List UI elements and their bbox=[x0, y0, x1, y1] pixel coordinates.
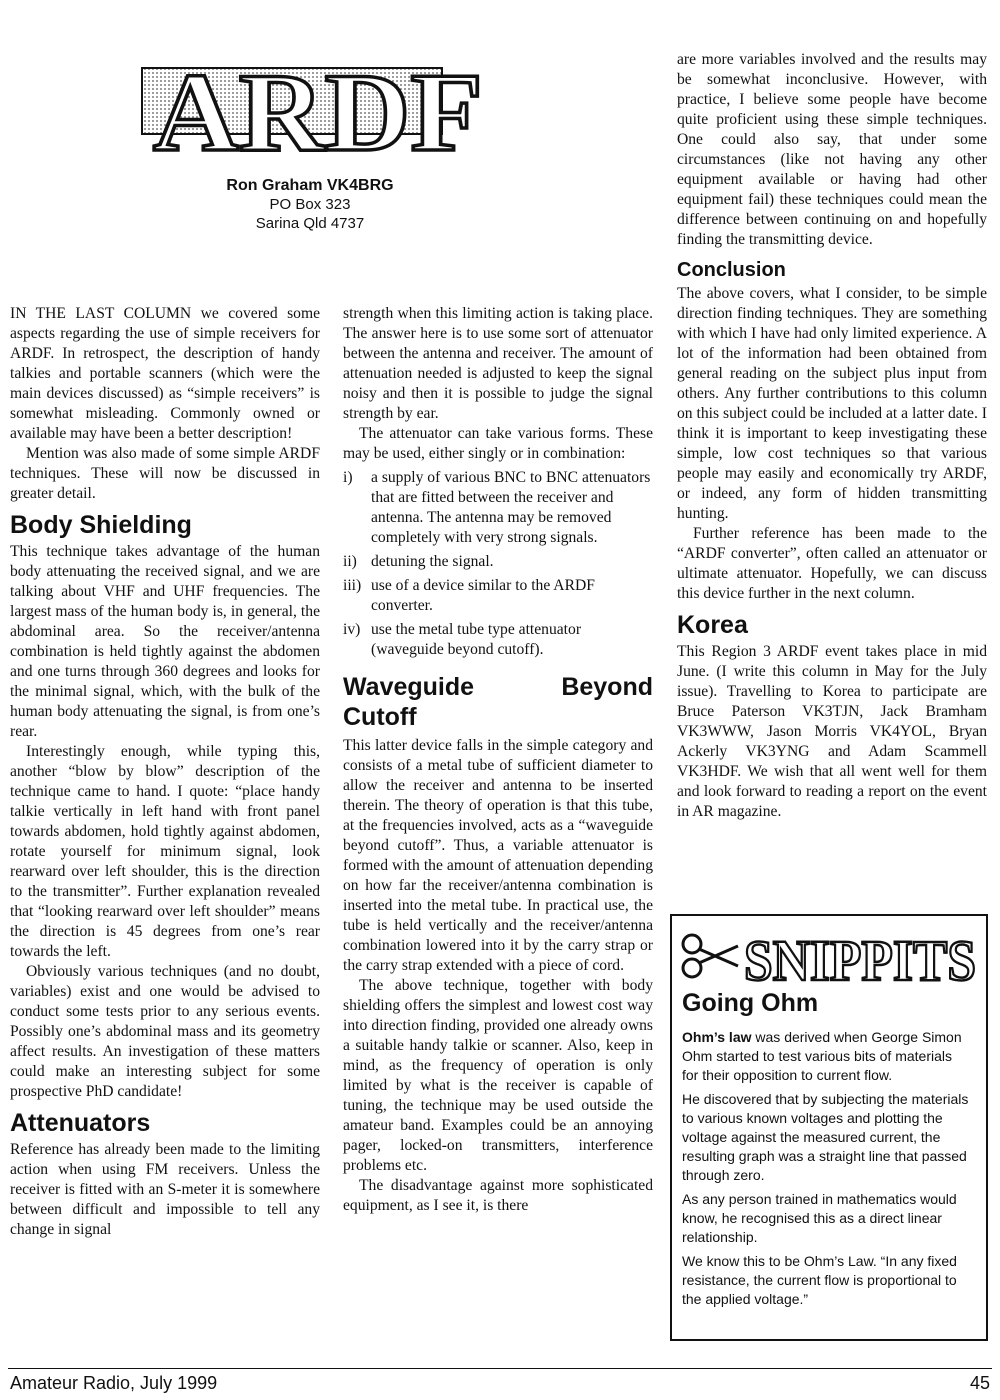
list-number: iv) bbox=[343, 621, 361, 638]
footer-rule bbox=[8, 1368, 992, 1369]
article-column-1 bbox=[10, 304, 320, 1240]
article-column-2 bbox=[343, 304, 653, 1216]
paragraph: The above covers, what I consider, to be simple direction finding techniques. They are something with which I have had only limited experience. A lot of the information had been obtained from general reading on the subject plus input from others. Any further contributions to this column on this subject could be included at a latter date. I think it is important to keep investigating these simple, low cost techniques so that various people may easily and economically try ARDF, or indeed, any form of hidden transmitting hunting. bbox=[677, 285, 987, 522]
paragraph: This Region 3 ARDF event takes place in mid June. (I write this column in May for the July issue). Travelling to Korea to participate are Bruce Paterson VK3TJN, Jack Bramham VK3WWW, Jason Morris VK4YOL, Bryan Ackerly VK3YNG and Adam Scammell VK3HDF. We wish that all went well for them and look forward to reading a report on the event in AR magazine. bbox=[677, 643, 987, 820]
paragraph: Obviously various techniques (and no doubt, variables) exist and one would be advised to conduct some tests prior to any serious events. Possibly one’s abdominal mass and its geometry affect results. An investigation of these matters could make an interesting subject for some prospective PhD candidate! bbox=[10, 963, 320, 1100]
page-footer bbox=[10, 1371, 990, 1395]
scissors-icon bbox=[683, 935, 738, 977]
list-item bbox=[343, 552, 653, 572]
bold-term: Ohm’s law bbox=[682, 1029, 752, 1045]
paragraph: He discovered that by subjecting the materials to various known voltages and plotting the voltage against the measured current, the resulting graph was a straight line that passed through zero. bbox=[682, 1091, 969, 1183]
attenuator-list bbox=[343, 468, 653, 660]
paragraph: The above technique, together with body shielding offers the simplest and lowest cost way into direction finding, provided one already owns a suitable handy talkie or scanner. Also, keep in mind, as the frequency of operation is only limited by what is the receiver is capable of tuning, the technique may be used outside the amateur band. Examples could be an annoying pager, locked-on transmitters, interference problems etc. bbox=[343, 977, 653, 1174]
paragraph: Mention was also made of some simple ARDF techniques. These will now be discussed in greater detail. bbox=[10, 445, 320, 502]
list-number: i) bbox=[343, 469, 353, 486]
paragraph: This latter device falls in the simple category and consists of a metal tube of sufficient diameter to allow the receiver and antenna to be inserted therein. The theory of operation is that this tube, at the frequencies involved, acts as a “waveguide beyond cutoff”. Thus, a variable attenuator is formed with the amount of attenuation depending on how far the receiver/antenna combination is inserted into the metal tube. In practical use, the tube is held vertically and the receiver/antenna combination lowered into it by the carry strap or the carry strap extended with a piece of cord. bbox=[343, 737, 653, 974]
paragraph: are more variables involved and the results may be somewhat inconclusive. However, with practice, I believe some people have become quite proficient using these simple techniques. One could also say, that under some circumstances (like not having any other equipment available or having had other equipment fail) these techniques could mean the difference between continuing on and hopefully finding the transmitting device. bbox=[677, 51, 987, 248]
list-number: ii) bbox=[343, 553, 357, 570]
address-line-1: PO Box 323 bbox=[269, 196, 351, 213]
list-text: use of a device similar to the ARDF converter. bbox=[371, 577, 595, 614]
heading-conclusion: Conclusion bbox=[677, 259, 786, 281]
snippits-logo bbox=[678, 922, 978, 992]
paragraph: We know this to be Ohm’s Law. “In any fixed resistance, the current flow is proportional to the applied voltage.” bbox=[682, 1253, 957, 1307]
page-number: 45 bbox=[969, 1373, 990, 1393]
logo-text: ARDF bbox=[153, 51, 483, 175]
paragraph: Reference has already been made to the limiting action when using FM receivers. Unless the receiver is fitted with an S-meter it is somewhere between difficult and impossible to tell any change in signal bbox=[10, 1141, 320, 1238]
paragraph: Further reference has been made to the “ARDF converter”, often called an attenuator or ultimate attenuator. Hopefully, we can discuss this device further in the next column. bbox=[677, 525, 987, 602]
paragraph: As any person trained in mathematics would know, he recognised this as a direct linear relationship. bbox=[682, 1191, 957, 1245]
article-column-3 bbox=[677, 50, 987, 822]
paragraph: IN THE LAST COLUMN we covered some aspects regarding the use of simple receivers for ARDF. In retrospect, the description of handy talkies and portable scanners (which were the main devices discussed) as “simple receivers” is somewhat misleading. Commonly owned or available may have been a better description! bbox=[10, 305, 320, 442]
paragraph bbox=[682, 1028, 972, 1085]
paragraph: The disadvantage against more sophisticated equipment, as I see it, is there bbox=[343, 1177, 653, 1214]
list-item bbox=[343, 468, 653, 548]
heading-body-shielding: Body Shielding bbox=[10, 511, 192, 539]
byline bbox=[160, 176, 460, 233]
snippits-box bbox=[670, 914, 988, 1341]
paragraph: Interestingly enough, while typing this, another “blow by blow” description of the technique came to hand. I quote: “place handy talkie vertically in left hand with front panel towards abdomen, hold tightly against abdomen, rotate yourself for minimum signal, look rearward over left shoulder, this is the direction to the transmitter”. Further explanation revealed that “looking rearward over left shoulder” means the direction is 45 degrees from one’s rear towards the left. bbox=[10, 743, 320, 960]
publication-info: Amateur Radio, July 1999 bbox=[10, 1373, 218, 1393]
snippits-body bbox=[682, 1028, 972, 1314]
snippits-logo-text: SNIPPITS bbox=[744, 928, 976, 993]
list-item bbox=[343, 620, 653, 660]
heading-attenuators: Attenuators bbox=[10, 1109, 151, 1137]
paragraph: strength when this limiting action is taking place. The answer here is to use some sort of attenuator between the antenna and receiver. The amount of attenuation needed is adjusted to keep the signal noisy and then it is possible to judge the signal strength by ear. bbox=[343, 305, 653, 422]
paragraph-rest: was derived when George Simon Ohm started to test various bits of materials for their opposition to current flow. bbox=[682, 1029, 962, 1083]
ardf-logo bbox=[140, 40, 510, 180]
paragraph: The attenuator can take various forms. These may be used, either singly or in combination: bbox=[343, 425, 653, 462]
paragraph: This technique takes advantage of the human body attenuating the received signal, and we are talking about VHF and UHF frequencies. The largest mass of the human body is, in general, the abdominal area. So the receiver/antenna combination is held tightly against the abdomen and one turns through 360 degrees and looks for the minimal signal, which, with the bulk of the human body attenuating the signal, is from one’s rear. bbox=[10, 543, 320, 740]
list-text: use the metal tube type attenuator (waveguide beyond cutoff). bbox=[371, 621, 582, 658]
list-number: iii) bbox=[343, 577, 362, 594]
list-text: detuning the signal. bbox=[371, 553, 494, 570]
address-line-2: Sarina Qld 4737 bbox=[255, 215, 365, 232]
heading-waveguide: Waveguide Beyond Cutoff bbox=[343, 673, 653, 731]
author-name: Ron Graham VK4BRG bbox=[226, 177, 394, 194]
heading-korea: Korea bbox=[677, 611, 748, 639]
list-item bbox=[343, 576, 653, 616]
list-text: a supply of various BNC to BNC attenuators that are fitted between the receiver and antenna. The antenna may be removed completely with very strong signals. bbox=[371, 469, 651, 546]
snippits-title: Going Ohm bbox=[682, 989, 819, 1017]
